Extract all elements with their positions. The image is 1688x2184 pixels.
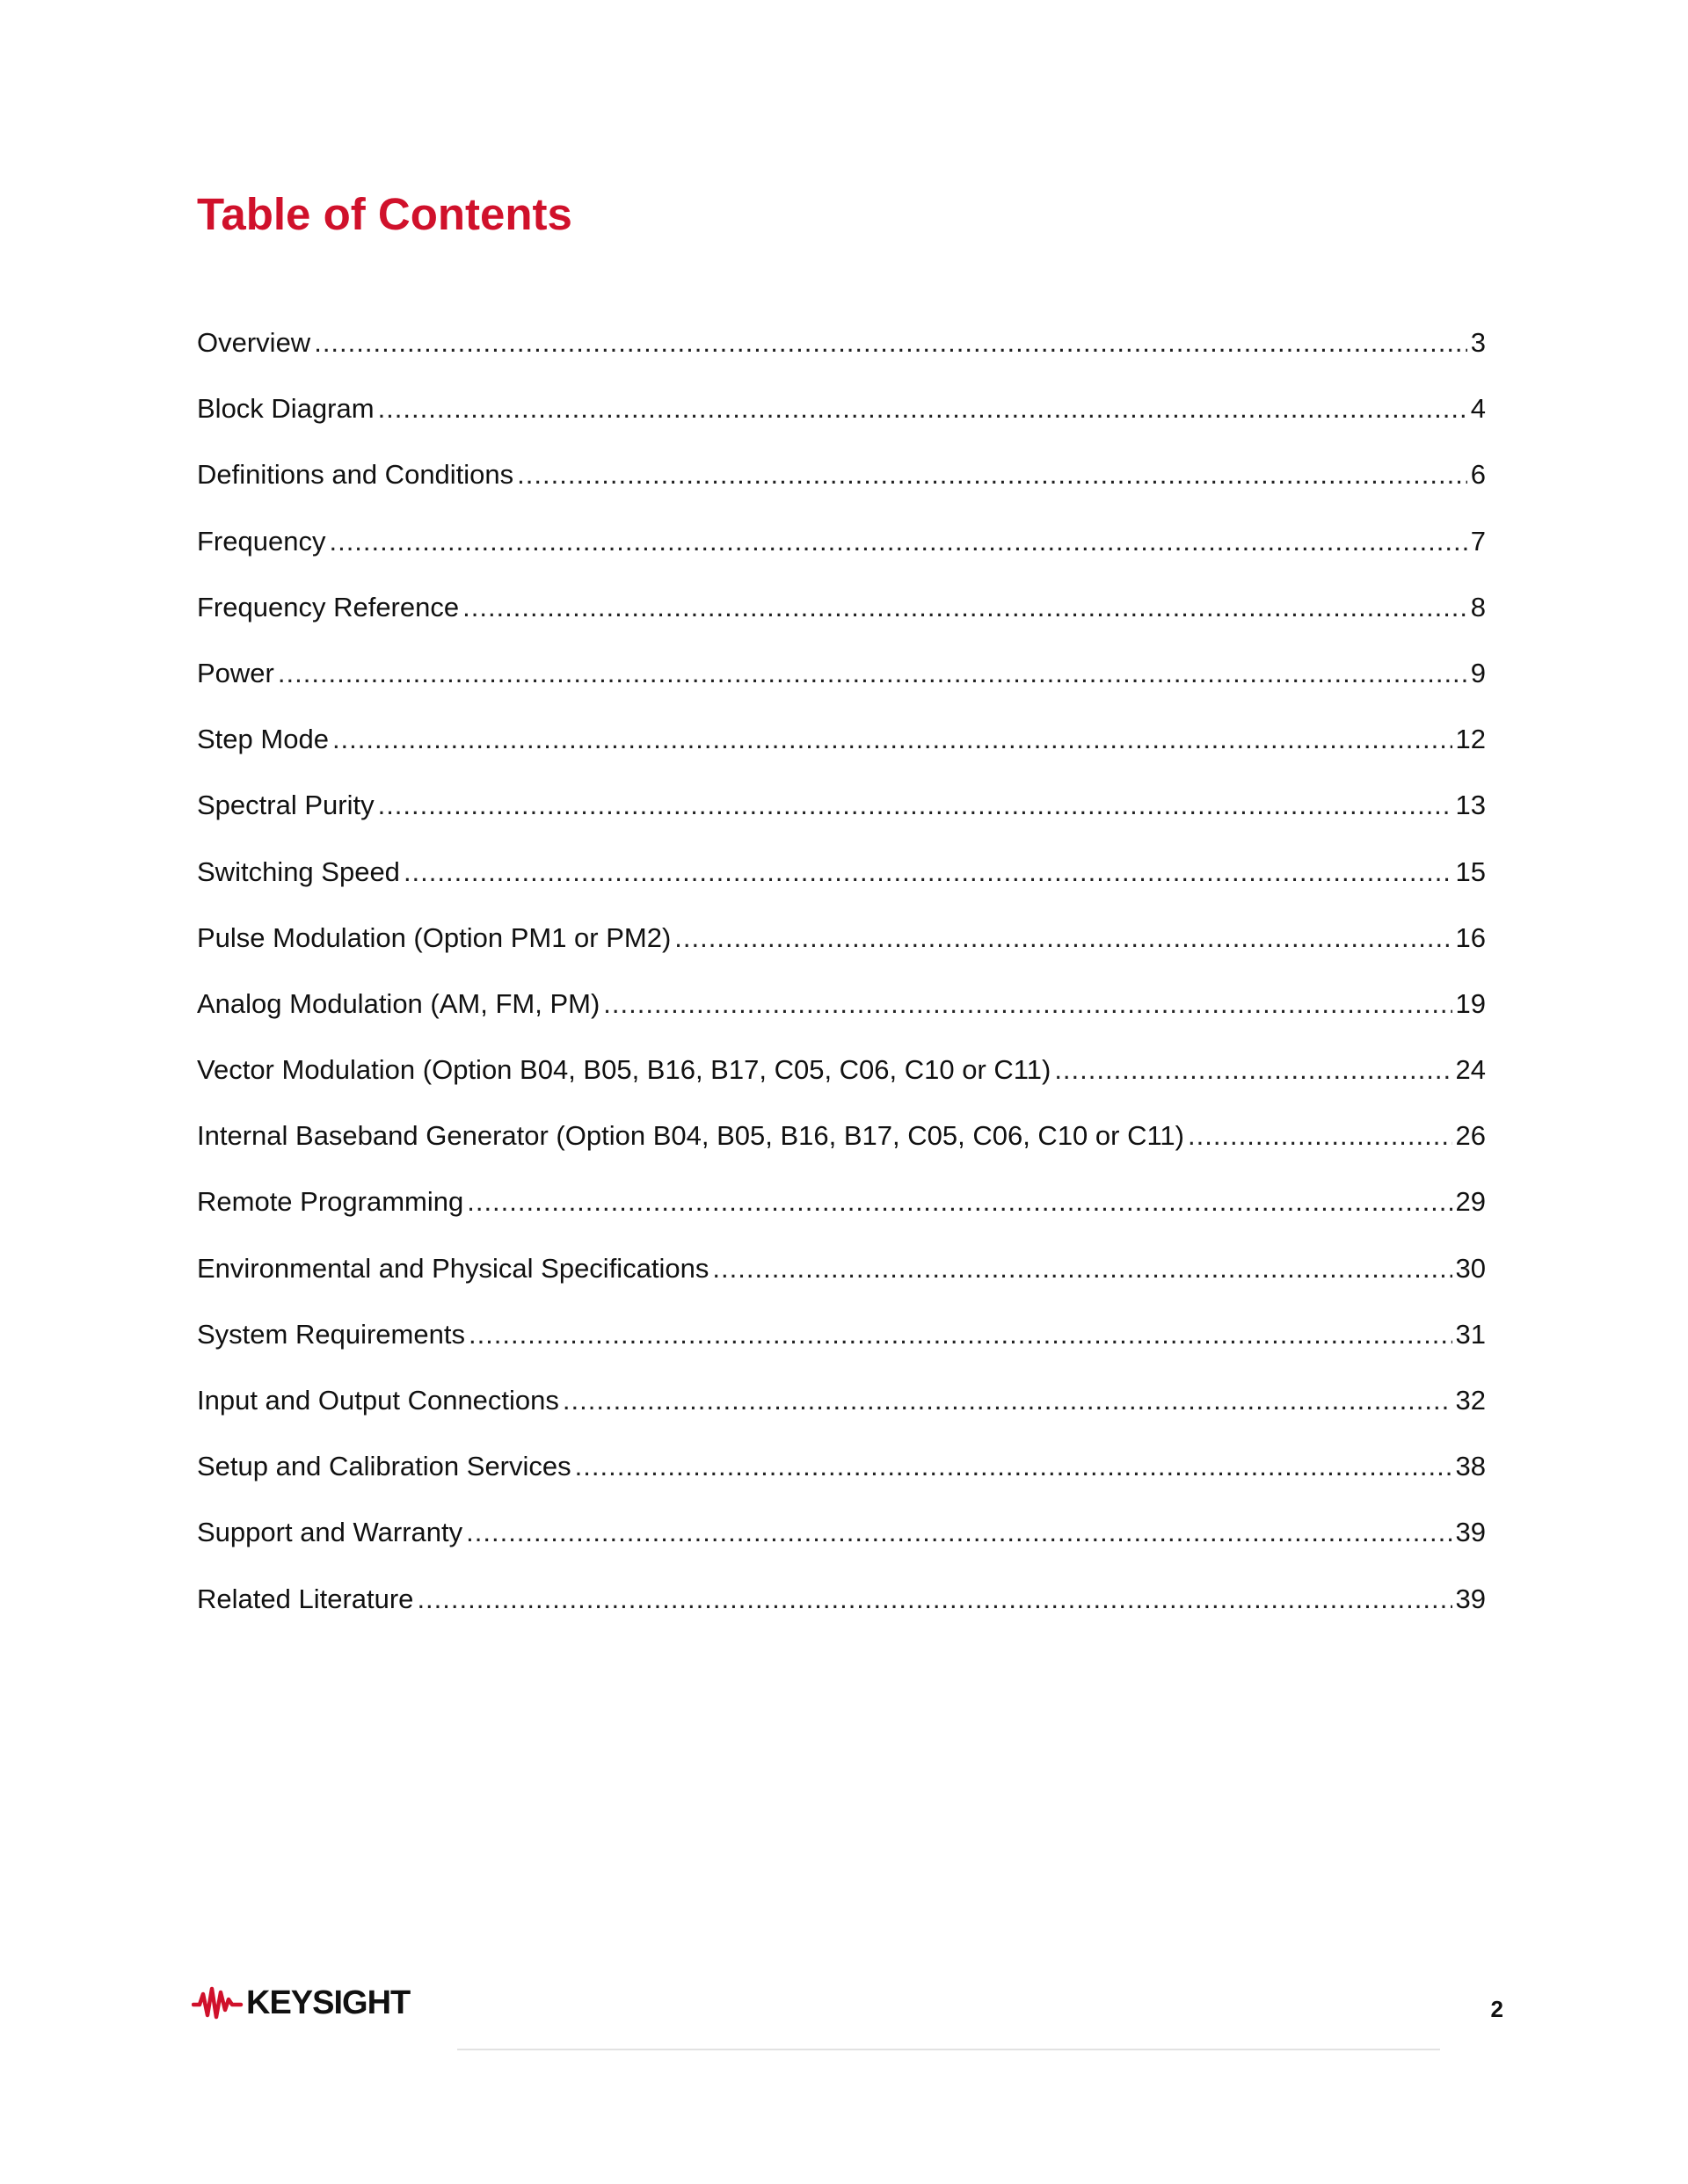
toc-entry-title: Analog Modulation (AM, FM, PM) (197, 989, 600, 1019)
toc-entry-title: Overview (197, 329, 311, 358)
toc-entry-title: Setup and Calibration Services (197, 1452, 571, 1482)
toc-entry-page: 32 (1455, 1387, 1486, 1416)
keysight-logo-text: KEYSIGHT (246, 1984, 411, 2021)
toc-entry-block-diagram[interactable] (197, 395, 1486, 461)
toc-entry-spectral-purity[interactable] (197, 791, 1486, 857)
toc-entry-title: Step Mode (197, 725, 329, 755)
toc-dot-leader (1054, 1056, 1452, 1083)
toc-entry-page: 26 (1455, 1122, 1486, 1152)
toc-entry-title: Frequency (197, 527, 326, 557)
toc-dot-leader (1188, 1122, 1452, 1149)
toc-entry-title: Related Literature (197, 1584, 414, 1614)
toc-entry-page: 3 (1470, 329, 1486, 358)
toc-entry-frequency[interactable] (197, 528, 1486, 593)
toc-entry-title: Vector Modulation (Option B04, B05, B16, B17, C05, C06, C10 or C11) (197, 1056, 1051, 1086)
toc-entry-page: 19 (1455, 989, 1486, 1019)
toc-dot-leader (404, 858, 1452, 885)
toc-entry-page: 15 (1455, 857, 1486, 887)
toc-dot-leader (332, 725, 1452, 753)
toc-entry-title: Remote Programming (197, 1188, 464, 1218)
toc-entry-page: 29 (1455, 1188, 1486, 1218)
toc-entry-switching-speed[interactable] (197, 858, 1486, 924)
toc-entry-related-literature[interactable] (197, 1585, 1486, 1651)
toc-entry-remote-programming[interactable] (197, 1188, 1486, 1254)
toc-entry-title: Pulse Modulation (Option PM1 or PM2) (197, 923, 672, 953)
toc-entry-title: Frequency Reference (197, 593, 460, 622)
toc-entry-page: 39 (1455, 1584, 1486, 1614)
toc-dot-leader (314, 329, 1467, 356)
toc-entry-page: 30 (1455, 1254, 1486, 1284)
toc-entry-frequency-reference[interactable] (197, 593, 1486, 659)
toc-entry-page: 9 (1470, 659, 1486, 688)
toc-dot-leader (462, 593, 1467, 621)
toc-entry-page: 8 (1470, 593, 1486, 622)
page-number: 2 (1490, 1996, 1503, 2022)
toc-entry-title: Block Diagram (197, 395, 375, 425)
toc-entry-step-mode[interactable] (197, 725, 1486, 791)
toc-entry-pulse-modulation[interactable] (197, 924, 1486, 990)
toc-entry-title: Internal Baseband Generator (Option B04, B05, B16, B17, C05, C06, C10 or C11) (197, 1122, 1184, 1152)
toc-dot-leader (603, 990, 1452, 1017)
toc-dot-leader (466, 1518, 1452, 1546)
toc-entry-internal-baseband-generator[interactable] (197, 1122, 1486, 1188)
toc-entry-page: 16 (1455, 923, 1486, 953)
page-title: Table of Contents (197, 189, 572, 239)
toc-entry-page: 31 (1455, 1320, 1486, 1350)
toc-dot-leader (417, 1585, 1452, 1613)
toc-dot-leader (378, 395, 1467, 422)
toc-entry-title: Definitions and Conditions (197, 461, 514, 491)
toc-entry-overview[interactable] (197, 329, 1486, 395)
toc-dot-leader (674, 924, 1452, 951)
toc-entry-input-and-output-connections[interactable] (197, 1387, 1486, 1452)
toc-entry-page: 6 (1470, 461, 1486, 491)
toc-entry-title: Switching Speed (197, 857, 400, 887)
toc-dot-leader (517, 461, 1467, 488)
toc-entry-page: 24 (1455, 1056, 1486, 1086)
toc-entry-vector-modulation[interactable] (197, 1056, 1486, 1122)
toc-entry-page: 12 (1455, 725, 1486, 755)
toc-entry-title: Environmental and Physical Specifications (197, 1254, 709, 1284)
toc-entry-system-requirements[interactable] (197, 1321, 1486, 1387)
toc-dot-leader (469, 1321, 1452, 1348)
toc-entry-page: 7 (1470, 527, 1486, 557)
toc-dot-leader (575, 1452, 1452, 1480)
toc-entry-title: Support and Warranty (197, 1518, 463, 1548)
toc-dot-leader (467, 1188, 1452, 1215)
keysight-logo (192, 1982, 410, 2024)
toc-dot-leader (563, 1387, 1452, 1414)
toc-entry-support-and-warranty[interactable] (197, 1518, 1486, 1584)
toc-entry-page: 13 (1455, 791, 1486, 821)
toc-entry-title: System Requirements (197, 1320, 465, 1350)
toc-dot-leader (712, 1255, 1452, 1282)
keysight-wave-icon (192, 1984, 244, 2022)
toc-dot-leader (278, 659, 1467, 687)
toc-dot-leader (378, 791, 1452, 819)
toc-entry-page: 39 (1455, 1518, 1486, 1548)
toc-entry-page: 38 (1455, 1452, 1486, 1482)
toc-entry-definitions-and-conditions[interactable] (197, 461, 1486, 527)
table-of-contents (197, 329, 1486, 1651)
toc-entry-analog-modulation[interactable] (197, 990, 1486, 1056)
toc-entry-setup-and-calibration[interactable] (197, 1452, 1486, 1518)
toc-entry-page: 4 (1470, 395, 1486, 425)
toc-entry-title: Input and Output Connections (197, 1387, 559, 1416)
toc-dot-leader (329, 528, 1466, 555)
toc-entry-title: Power (197, 659, 274, 688)
toc-entry-environmental-and-physical[interactable] (197, 1255, 1486, 1321)
toc-entry-title: Spectral Purity (197, 791, 375, 821)
footer-divider (457, 2049, 1440, 2050)
toc-entry-power[interactable] (197, 659, 1486, 725)
